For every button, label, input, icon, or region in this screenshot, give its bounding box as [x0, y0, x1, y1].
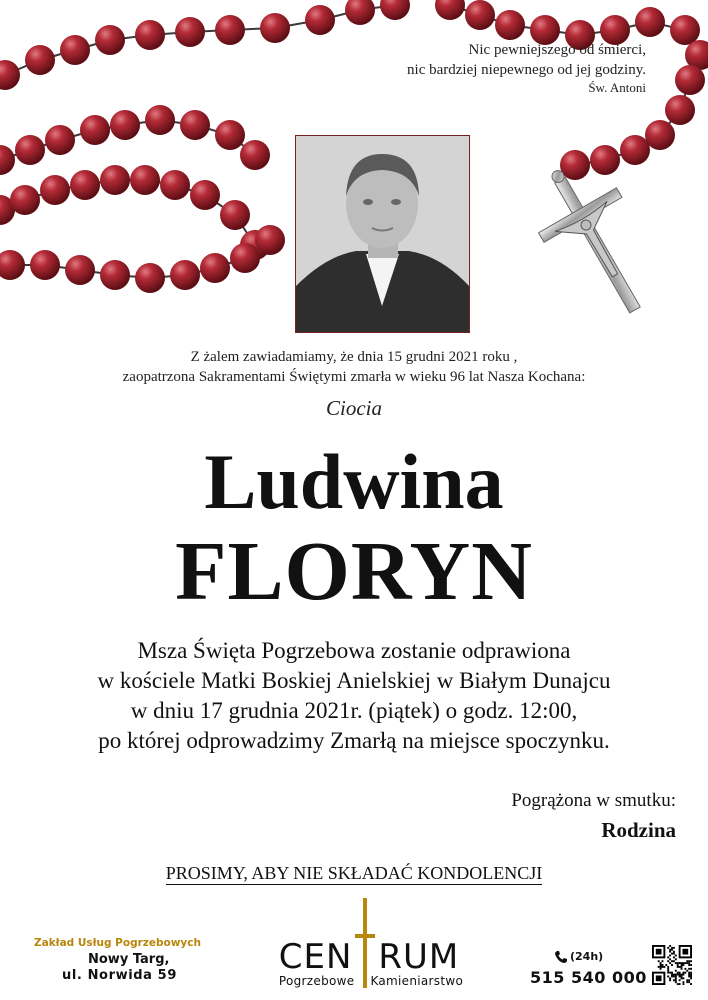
quote-author: Św. Antoni — [588, 80, 646, 95]
mass-line-3: w dniu 17 grudnia 2021r. (piątek) o godz. 12:00, — [130, 698, 578, 723]
rosary-bead — [645, 120, 675, 150]
rosary-bead — [15, 135, 45, 165]
rosary-bead — [665, 95, 695, 125]
rosary-bead — [675, 65, 705, 95]
crucifix-icon — [516, 149, 674, 330]
intro-text — [0, 347, 708, 387]
rosary-bead — [305, 5, 335, 35]
relation-label: Ciocia — [326, 396, 382, 420]
rosary-bead — [190, 180, 220, 210]
rosary-bead — [590, 145, 620, 175]
rosary-bead — [260, 13, 290, 43]
centrum-logo — [278, 937, 460, 977]
qr-code-icon — [652, 945, 692, 985]
deceased-first-name: Ludwina — [204, 438, 504, 525]
quote-line-2: nic bardziej niepewnego od jej godziny. — [407, 62, 646, 78]
rosary-bead — [10, 185, 40, 215]
mourners-name: Rodzina — [601, 818, 676, 842]
mourners-label: Pogrążona w smutku: — [511, 790, 676, 811]
rosary-bead — [215, 15, 245, 45]
rosary-bead — [60, 35, 90, 65]
mass-line-4: po której odprowadzimy Zmarłą na miejsce spoczynku. — [98, 728, 610, 753]
rosary-bead — [100, 165, 130, 195]
rosary-bead — [255, 225, 285, 255]
portrait-silhouette — [296, 136, 469, 332]
quote-line-1: Nic pewniejszego od śmierci, — [468, 42, 646, 58]
deceased-last-name: FLORYN — [175, 525, 533, 618]
phone-icon — [554, 950, 568, 964]
rosary-bead — [160, 170, 190, 200]
phone-number: 515 540 000 — [530, 968, 647, 987]
rosary-bead — [80, 115, 110, 145]
portrait-photo — [295, 135, 470, 333]
rosary-bead — [0, 60, 20, 90]
condolence-notice-text: PROSIMY, ABY NIE SKŁADAĆ KONDOLENCJI — [165, 863, 543, 883]
rosary-bead — [110, 110, 140, 140]
rosary-bead — [70, 170, 100, 200]
funeral-home-title: Zakład Usług Pogrzebowych — [34, 937, 201, 949]
rosary-bead — [0, 250, 25, 280]
rosary-bead — [220, 200, 250, 230]
rosary-bead — [135, 20, 165, 50]
rosary-bead — [170, 260, 200, 290]
funeral-mass-info — [0, 636, 708, 756]
rosary-bead — [495, 10, 525, 40]
rosary-bead — [30, 250, 60, 280]
rosary-bead — [45, 125, 75, 155]
mass-line-1: Msza Święta Pogrzebowa zostanie odprawiona — [137, 638, 571, 663]
rosary-bead — [175, 17, 205, 47]
rosary-bead — [670, 15, 700, 45]
rosary-bead — [135, 263, 165, 293]
intro-line-1: Z żalem zawiadamiamy, że dnia 15 grudni 2021 roku , — [190, 349, 518, 365]
logo-sub-left: Pogrzebowe — [278, 974, 355, 988]
rosary-bead — [130, 165, 160, 195]
rosary-bead — [145, 105, 175, 135]
rosary-bead — [635, 7, 665, 37]
logo-sub-right: Kamieniarstwo — [370, 974, 464, 988]
mass-line-2: w kościele Matki Boskiej Anielskiej w Białym Dunajcu — [97, 668, 611, 693]
rosary-bead — [25, 45, 55, 75]
phone-24h-badge: (24h) — [570, 950, 604, 963]
rosary-bead — [380, 0, 410, 20]
rosary-bead — [435, 0, 465, 20]
rosary-bead — [620, 135, 650, 165]
rosary-bead — [240, 140, 270, 170]
rosary-bead — [40, 175, 70, 205]
logo-text-right: RUM — [378, 937, 460, 977]
logo-text-left: CEN — [278, 937, 353, 977]
rosary-bead — [200, 253, 230, 283]
rosary-bead — [65, 255, 95, 285]
intro-line-2: zaopatrzona Sakramentami Świętymi zmarła w wieku 96 lat Nasza Kochana: — [122, 369, 586, 385]
rosary-bead — [180, 110, 210, 140]
funeral-home-street: ul. Norwida 59 — [62, 968, 177, 983]
condolence-notice — [0, 863, 708, 884]
rosary-bead — [560, 150, 590, 180]
rosary-bead — [100, 260, 130, 290]
quote-block — [407, 40, 646, 96]
funeral-home-city: Nowy Targ, — [88, 952, 170, 967]
rosary-bead — [95, 25, 125, 55]
rosary-bead — [230, 243, 260, 273]
rosary-bead — [345, 0, 375, 25]
logo-subtitle — [256, 974, 486, 988]
rosary-bead — [0, 145, 15, 175]
rosary-bead — [215, 120, 245, 150]
rosary-bead — [465, 0, 495, 30]
